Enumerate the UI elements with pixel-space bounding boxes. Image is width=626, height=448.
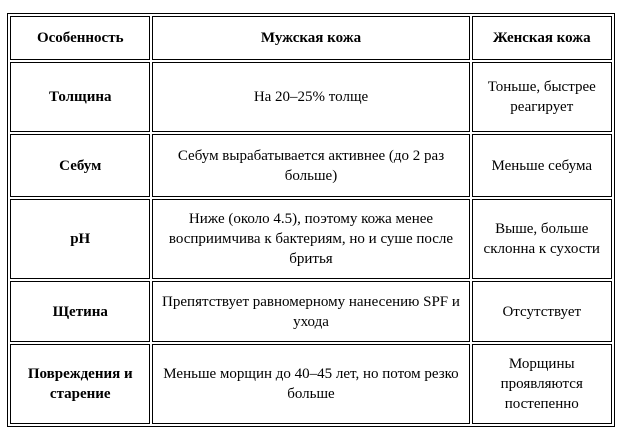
row-female-value: Выше, больше склонна к сухости bbox=[472, 199, 612, 279]
table-row bbox=[10, 281, 612, 342]
header-male-skin: Мужская кожа bbox=[152, 16, 469, 60]
header-female-skin: Женская кожа bbox=[472, 16, 612, 60]
row-male-value: Препятствует равномерному нанесению SPF и ухода bbox=[152, 281, 469, 342]
row-feature: Себум bbox=[10, 134, 150, 197]
row-female-value: Меньше себума bbox=[472, 134, 612, 197]
row-male-value: Себум вырабатывается активнее (до 2 раз больше) bbox=[152, 134, 469, 197]
table-row bbox=[10, 62, 612, 132]
table-row bbox=[10, 199, 612, 279]
row-female-value: Тоньше, быстрее реагирует bbox=[472, 62, 612, 132]
table-header-row bbox=[10, 16, 612, 60]
row-feature: Толщина bbox=[10, 62, 150, 132]
row-male-value: На 20–25% толще bbox=[152, 62, 469, 132]
row-feature: Повреждения и старение bbox=[10, 344, 150, 424]
skin-comparison-table bbox=[7, 13, 615, 427]
row-male-value: Меньше морщин до 40–45 лет, но потом резко больше bbox=[152, 344, 469, 424]
table-row bbox=[10, 344, 612, 424]
row-feature: Щетина bbox=[10, 281, 150, 342]
row-male-value: Ниже (около 4.5), поэтому кожа менее восприимчива к бактериям, но и суше после бритья bbox=[152, 199, 469, 279]
table-row bbox=[10, 134, 612, 197]
header-feature: Особенность bbox=[10, 16, 150, 60]
row-female-value: Морщины проявляются постепенно bbox=[472, 344, 612, 424]
row-feature: pH bbox=[10, 199, 150, 279]
row-female-value: Отсутствует bbox=[472, 281, 612, 342]
